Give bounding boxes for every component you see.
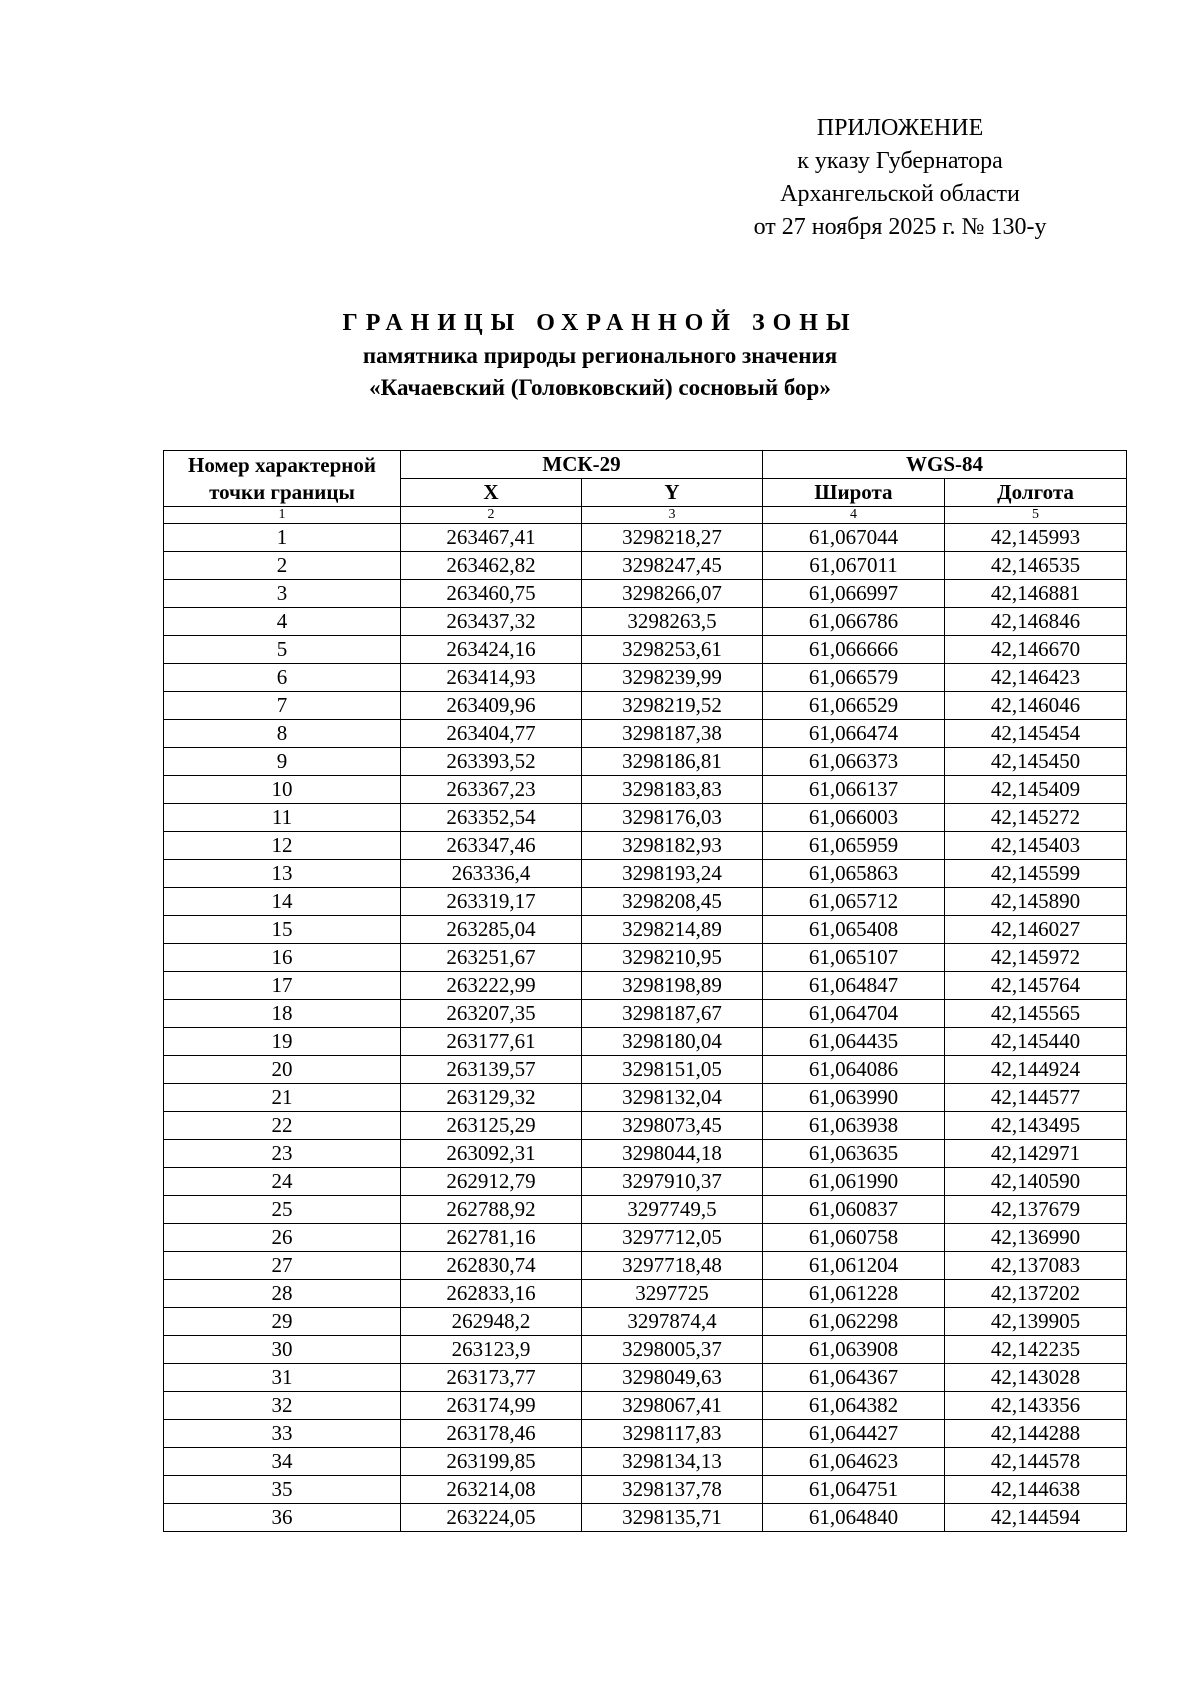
x-cell: 263347,46 — [401, 832, 582, 860]
latitude-cell: 61,066579 — [763, 664, 945, 692]
table-row — [164, 1392, 1127, 1420]
latitude-cell: 61,064435 — [763, 1028, 945, 1056]
y-cell: 3298135,71 — [582, 1504, 763, 1532]
table-row — [164, 832, 1127, 860]
x-cell: 263207,35 — [401, 1000, 582, 1028]
y-cell: 3298214,89 — [582, 916, 763, 944]
point-number-cell: 1 — [164, 524, 401, 552]
longitude-cell: 42,146046 — [945, 692, 1127, 720]
appendix-block — [680, 112, 1120, 244]
x-cell: 263462,82 — [401, 552, 582, 580]
y-cell: 3298187,38 — [582, 720, 763, 748]
x-cell: 262948,2 — [401, 1308, 582, 1336]
x-cell: 263404,77 — [401, 720, 582, 748]
table-row — [164, 692, 1127, 720]
table-row — [164, 1028, 1127, 1056]
latitude-cell: 61,064382 — [763, 1392, 945, 1420]
x-cell: 263199,85 — [401, 1448, 582, 1476]
wgs84-header: WGS-84 — [763, 451, 1127, 479]
point-number-cell: 7 — [164, 692, 401, 720]
appendix-line-region: Архангельской области — [780, 181, 1020, 207]
point-number-cell: 18 — [164, 1000, 401, 1028]
latitude-cell: 61,063938 — [763, 1112, 945, 1140]
table-row — [164, 1112, 1127, 1140]
y-cell: 3298187,67 — [582, 1000, 763, 1028]
appendix-line-date: от 27 ноября 2025 г. № 130-у — [753, 214, 1047, 240]
x-header: X — [401, 479, 582, 507]
longitude-cell: 42,144638 — [945, 1476, 1127, 1504]
y-cell: 3297874,4 — [582, 1308, 763, 1336]
table-body — [164, 524, 1127, 1532]
longitude-cell: 42,139905 — [945, 1308, 1127, 1336]
point-number-cell: 8 — [164, 720, 401, 748]
table-row — [164, 860, 1127, 888]
longitude-cell: 42,136990 — [945, 1224, 1127, 1252]
document-subtitle-1: памятника природы регионального значения — [362, 343, 838, 368]
latitude-cell: 61,060758 — [763, 1224, 945, 1252]
table-row — [164, 720, 1127, 748]
latitude-cell: 61,063908 — [763, 1336, 945, 1364]
latitude-cell: 61,061990 — [763, 1168, 945, 1196]
longitude-cell: 42,137202 — [945, 1280, 1127, 1308]
longitude-cell: 42,144577 — [945, 1084, 1127, 1112]
table-row — [164, 524, 1127, 552]
table-row — [164, 776, 1127, 804]
x-cell: 263222,99 — [401, 972, 582, 1000]
latitude-cell: 61,066786 — [763, 608, 945, 636]
longitude-cell: 42,146423 — [945, 664, 1127, 692]
x-cell: 262830,74 — [401, 1252, 582, 1280]
column-number: 3 — [582, 507, 763, 524]
table-row — [164, 1000, 1127, 1028]
point-number-cell: 15 — [164, 916, 401, 944]
point-number-cell: 29 — [164, 1308, 401, 1336]
y-cell: 3297712,05 — [582, 1224, 763, 1252]
longitude-cell: 42,145565 — [945, 1000, 1127, 1028]
table-row — [164, 1364, 1127, 1392]
x-cell: 263174,99 — [401, 1392, 582, 1420]
point-number-cell: 28 — [164, 1280, 401, 1308]
x-cell: 262833,16 — [401, 1280, 582, 1308]
latitude-cell: 61,065959 — [763, 832, 945, 860]
longitude-header: Долгота — [945, 479, 1127, 507]
y-cell: 3298073,45 — [582, 1112, 763, 1140]
point-number-cell: 27 — [164, 1252, 401, 1280]
longitude-cell: 42,145272 — [945, 804, 1127, 832]
latitude-cell: 61,064704 — [763, 1000, 945, 1028]
y-cell: 3298253,61 — [582, 636, 763, 664]
table-row — [164, 636, 1127, 664]
document-subtitle-2: «Качаевский (Головковский) сосновый бор» — [369, 375, 831, 400]
x-cell: 263214,08 — [401, 1476, 582, 1504]
header-row-1 — [164, 451, 1127, 479]
table-row — [164, 1224, 1127, 1252]
y-cell: 3298210,95 — [582, 944, 763, 972]
x-cell: 263460,75 — [401, 580, 582, 608]
point-number-cell: 5 — [164, 636, 401, 664]
appendix-line-decree: к указу Губернатора — [797, 148, 1003, 174]
point-number-cell: 16 — [164, 944, 401, 972]
latitude-cell: 61,066529 — [763, 692, 945, 720]
latitude-cell: 61,064840 — [763, 1504, 945, 1532]
latitude-cell: 61,066666 — [763, 636, 945, 664]
point-number-cell: 26 — [164, 1224, 401, 1252]
y-cell: 3298266,07 — [582, 580, 763, 608]
longitude-cell: 42,144288 — [945, 1420, 1127, 1448]
longitude-cell: 42,145993 — [945, 524, 1127, 552]
longitude-cell: 42,145890 — [945, 888, 1127, 916]
latitude-header: Широта — [763, 479, 945, 507]
column-number: 2 — [401, 507, 582, 524]
latitude-cell: 61,063990 — [763, 1084, 945, 1112]
point-number-header: Номер характерной точки границы — [164, 451, 401, 507]
x-cell: 263224,05 — [401, 1504, 582, 1532]
latitude-cell: 61,063635 — [763, 1140, 945, 1168]
x-cell: 263414,93 — [401, 664, 582, 692]
x-cell: 263092,31 — [401, 1140, 582, 1168]
point-number-cell: 35 — [164, 1476, 401, 1504]
longitude-cell: 42,143495 — [945, 1112, 1127, 1140]
longitude-cell: 42,137083 — [945, 1252, 1127, 1280]
x-cell: 263336,4 — [401, 860, 582, 888]
y-cell: 3298208,45 — [582, 888, 763, 916]
y-cell: 3298049,63 — [582, 1364, 763, 1392]
longitude-cell: 42,140590 — [945, 1168, 1127, 1196]
x-cell: 263139,57 — [401, 1056, 582, 1084]
latitude-cell: 61,064623 — [763, 1448, 945, 1476]
table-row — [164, 1140, 1127, 1168]
x-cell: 263393,52 — [401, 748, 582, 776]
x-cell: 263125,29 — [401, 1112, 582, 1140]
y-cell: 3297725 — [582, 1280, 763, 1308]
point-number-cell: 20 — [164, 1056, 401, 1084]
point-number-cell: 34 — [164, 1448, 401, 1476]
table-row — [164, 888, 1127, 916]
longitude-cell: 42,145599 — [945, 860, 1127, 888]
point-number-cell: 3 — [164, 580, 401, 608]
longitude-cell: 42,146027 — [945, 916, 1127, 944]
longitude-cell: 42,145764 — [945, 972, 1127, 1000]
table-row — [164, 1420, 1127, 1448]
table-row — [164, 1308, 1127, 1336]
longitude-cell: 42,146846 — [945, 608, 1127, 636]
msk29-header: МСК-29 — [401, 451, 763, 479]
point-number-cell: 32 — [164, 1392, 401, 1420]
y-cell: 3298005,37 — [582, 1336, 763, 1364]
point-number-cell: 25 — [164, 1196, 401, 1224]
y-cell: 3297718,48 — [582, 1252, 763, 1280]
x-cell: 263285,04 — [401, 916, 582, 944]
point-number-cell: 12 — [164, 832, 401, 860]
x-cell: 263177,61 — [401, 1028, 582, 1056]
table-row — [164, 1476, 1127, 1504]
point-number-cell: 9 — [164, 748, 401, 776]
latitude-cell: 61,065863 — [763, 860, 945, 888]
table-row — [164, 1252, 1127, 1280]
latitude-cell: 61,061204 — [763, 1252, 945, 1280]
table-row — [164, 1504, 1127, 1532]
point-number-cell: 23 — [164, 1140, 401, 1168]
x-cell: 262781,16 — [401, 1224, 582, 1252]
point-number-cell: 13 — [164, 860, 401, 888]
y-cell: 3298219,52 — [582, 692, 763, 720]
latitude-cell: 61,065712 — [763, 888, 945, 916]
longitude-cell: 42,143028 — [945, 1364, 1127, 1392]
y-cell: 3298067,41 — [582, 1392, 763, 1420]
x-cell: 263367,23 — [401, 776, 582, 804]
latitude-cell: 61,064367 — [763, 1364, 945, 1392]
point-number-cell: 33 — [164, 1420, 401, 1448]
y-cell: 3298218,27 — [582, 524, 763, 552]
document-heading — [160, 307, 1040, 404]
x-cell: 263424,16 — [401, 636, 582, 664]
latitude-cell: 61,064751 — [763, 1476, 945, 1504]
point-number-cell: 22 — [164, 1112, 401, 1140]
coordinates-table — [163, 450, 1127, 1532]
column-number: 5 — [945, 507, 1127, 524]
latitude-cell: 61,061228 — [763, 1280, 945, 1308]
longitude-cell: 42,145440 — [945, 1028, 1127, 1056]
y-cell: 3298176,03 — [582, 804, 763, 832]
x-cell: 262912,79 — [401, 1168, 582, 1196]
latitude-cell: 61,060837 — [763, 1196, 945, 1224]
longitude-cell: 42,142235 — [945, 1336, 1127, 1364]
y-cell: 3298198,89 — [582, 972, 763, 1000]
point-number-cell: 17 — [164, 972, 401, 1000]
column-number: 1 — [164, 507, 401, 524]
table-row — [164, 552, 1127, 580]
x-cell: 263173,77 — [401, 1364, 582, 1392]
x-cell: 263251,67 — [401, 944, 582, 972]
point-number-cell: 30 — [164, 1336, 401, 1364]
latitude-cell: 61,066137 — [763, 776, 945, 804]
latitude-cell: 61,066997 — [763, 580, 945, 608]
longitude-cell: 42,146881 — [945, 580, 1127, 608]
table-row — [164, 580, 1127, 608]
x-cell: 263437,32 — [401, 608, 582, 636]
table-row — [164, 972, 1127, 1000]
point-number-cell: 36 — [164, 1504, 401, 1532]
y-cell: 3298137,78 — [582, 1476, 763, 1504]
table-row — [164, 1056, 1127, 1084]
y-cell: 3298247,45 — [582, 552, 763, 580]
x-cell: 263352,54 — [401, 804, 582, 832]
table-row — [164, 804, 1127, 832]
x-cell: 263178,46 — [401, 1420, 582, 1448]
latitude-cell: 61,066474 — [763, 720, 945, 748]
point-number-cell: 24 — [164, 1168, 401, 1196]
table-row — [164, 1084, 1127, 1112]
latitude-cell: 61,067011 — [763, 552, 945, 580]
longitude-cell: 42,145450 — [945, 748, 1127, 776]
point-number-cell: 6 — [164, 664, 401, 692]
longitude-cell: 42,145972 — [945, 944, 1127, 972]
latitude-cell: 61,064427 — [763, 1420, 945, 1448]
point-number-cell: 2 — [164, 552, 401, 580]
table-row — [164, 944, 1127, 972]
latitude-cell: 61,064086 — [763, 1056, 945, 1084]
x-cell: 263123,9 — [401, 1336, 582, 1364]
longitude-cell: 42,145403 — [945, 832, 1127, 860]
latitude-cell: 61,065408 — [763, 916, 945, 944]
y-cell: 3298151,05 — [582, 1056, 763, 1084]
y-cell: 3298044,18 — [582, 1140, 763, 1168]
point-number-cell: 14 — [164, 888, 401, 916]
point-number-cell: 19 — [164, 1028, 401, 1056]
latitude-cell: 61,062298 — [763, 1308, 945, 1336]
x-cell: 263129,32 — [401, 1084, 582, 1112]
longitude-cell: 42,142971 — [945, 1140, 1127, 1168]
x-cell: 263467,41 — [401, 524, 582, 552]
y-cell: 3297910,37 — [582, 1168, 763, 1196]
y-cell: 3298193,24 — [582, 860, 763, 888]
table-row — [164, 1280, 1127, 1308]
point-number-cell: 4 — [164, 608, 401, 636]
longitude-cell: 42,137679 — [945, 1196, 1127, 1224]
latitude-cell: 61,067044 — [763, 524, 945, 552]
latitude-cell: 61,065107 — [763, 944, 945, 972]
y-cell: 3298117,83 — [582, 1420, 763, 1448]
longitude-cell: 42,144594 — [945, 1504, 1127, 1532]
y-header: Y — [582, 479, 763, 507]
x-cell: 263319,17 — [401, 888, 582, 916]
column-number: 4 — [763, 507, 945, 524]
y-cell: 3297749,5 — [582, 1196, 763, 1224]
table-row — [164, 1168, 1127, 1196]
appendix-title: ПРИЛОЖЕНИЕ — [816, 115, 984, 141]
y-cell: 3298183,83 — [582, 776, 763, 804]
x-cell: 263409,96 — [401, 692, 582, 720]
longitude-cell: 42,145454 — [945, 720, 1127, 748]
x-cell: 262788,92 — [401, 1196, 582, 1224]
longitude-cell: 42,145409 — [945, 776, 1127, 804]
latitude-cell: 61,066003 — [763, 804, 945, 832]
table-row — [164, 916, 1127, 944]
column-numbers-row — [164, 507, 1127, 524]
point-number-cell: 21 — [164, 1084, 401, 1112]
y-cell: 3298134,13 — [582, 1448, 763, 1476]
table-row — [164, 748, 1127, 776]
point-number-cell: 10 — [164, 776, 401, 804]
latitude-cell: 61,066373 — [763, 748, 945, 776]
y-cell: 3298186,81 — [582, 748, 763, 776]
table-row — [164, 1196, 1127, 1224]
document-title: ГРАНИЦЫ ОХРАННОЙ ЗОНЫ — [342, 310, 858, 336]
y-cell: 3298180,04 — [582, 1028, 763, 1056]
longitude-cell: 42,146535 — [945, 552, 1127, 580]
longitude-cell: 42,144578 — [945, 1448, 1127, 1476]
longitude-cell: 42,143356 — [945, 1392, 1127, 1420]
longitude-cell: 42,146670 — [945, 636, 1127, 664]
point-number-cell: 31 — [164, 1364, 401, 1392]
table-row — [164, 1336, 1127, 1364]
longitude-cell: 42,144924 — [945, 1056, 1127, 1084]
y-cell: 3298239,99 — [582, 664, 763, 692]
y-cell: 3298263,5 — [582, 608, 763, 636]
y-cell: 3298132,04 — [582, 1084, 763, 1112]
table-row — [164, 664, 1127, 692]
y-cell: 3298182,93 — [582, 832, 763, 860]
latitude-cell: 61,064847 — [763, 972, 945, 1000]
point-number-cell: 11 — [164, 804, 401, 832]
table-row — [164, 608, 1127, 636]
table-row — [164, 1448, 1127, 1476]
